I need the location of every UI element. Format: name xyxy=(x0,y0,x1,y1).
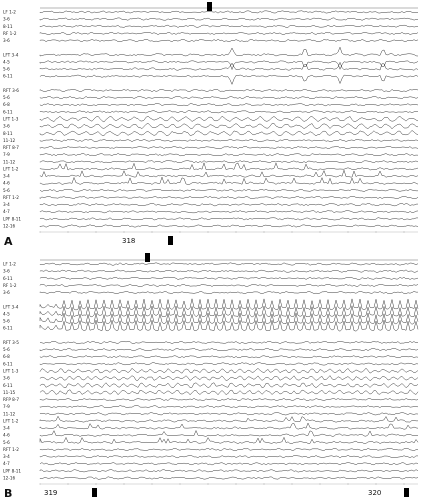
channel-label: 5-6 xyxy=(3,66,10,72)
channel-label: 6-8 xyxy=(3,102,10,108)
footer-label-a: 318 xyxy=(122,237,136,245)
channel-label: 3-4 xyxy=(3,425,10,431)
channel-label: LFT 1-2 xyxy=(3,166,19,172)
channel-label: 7-9 xyxy=(3,152,10,158)
eeg-trace xyxy=(40,32,418,34)
eeg-trace xyxy=(40,291,418,293)
channel-label: 11-12 xyxy=(3,411,16,417)
eeg-trace xyxy=(40,123,418,129)
eeg-trace xyxy=(40,225,418,227)
eeg-trace xyxy=(40,348,418,350)
eeg-trace xyxy=(40,116,418,122)
eeg-trace-area-b xyxy=(0,252,424,500)
eeg-trace xyxy=(40,61,418,70)
eeg-trace xyxy=(40,218,418,220)
eeg-trace xyxy=(40,437,418,443)
footer-label-b-left: 319 xyxy=(44,489,58,497)
channel-label: 8-11 xyxy=(3,23,13,29)
eeg-trace xyxy=(40,376,418,381)
eeg-trace xyxy=(40,153,418,156)
channel-label: 6-11 xyxy=(3,382,13,388)
eeg-trace xyxy=(40,75,418,84)
channel-label: 7-9 xyxy=(3,404,10,410)
event-marker-bottom-right-b xyxy=(404,488,409,497)
eeg-trace xyxy=(40,431,418,437)
channel-label: 6-11 xyxy=(3,73,13,79)
eeg-trace xyxy=(40,470,418,472)
channel-label: 4-5 xyxy=(3,311,10,317)
eeg-trace xyxy=(40,356,418,358)
channel-label: 3-6 xyxy=(3,16,10,22)
eeg-trace xyxy=(40,47,418,56)
channel-label: 12-16 xyxy=(3,475,16,481)
eeg-trace xyxy=(40,111,418,113)
eeg-trace xyxy=(40,341,418,343)
channel-label: 8-11 xyxy=(3,130,13,136)
eeg-trace xyxy=(40,163,418,170)
event-marker-bottom-a xyxy=(168,236,173,245)
channel-label: 6-11 xyxy=(3,361,13,367)
eeg-trace xyxy=(40,405,418,408)
channel-label: 3-4 xyxy=(3,202,10,208)
event-marker-top-b xyxy=(145,253,150,262)
panel-letter-a: A xyxy=(4,235,13,248)
channel-label: 5-6 xyxy=(3,95,10,101)
channel-label: 11-12 xyxy=(3,137,16,143)
channel-label: LFT 1-3 xyxy=(3,116,19,122)
eeg-trace xyxy=(40,398,418,400)
eeg-trace xyxy=(40,423,418,429)
event-marker-top-a xyxy=(207,2,212,11)
eeg-trace xyxy=(40,277,418,279)
eeg-trace xyxy=(40,383,418,388)
panel-letter-b: B xyxy=(4,487,13,500)
channel-label: 11-15 xyxy=(3,389,16,395)
eeg-trace xyxy=(40,130,418,135)
eeg-trace-area-a xyxy=(0,0,424,248)
channel-label: 12-16 xyxy=(3,223,16,229)
channel-label: LFT 1-2 xyxy=(3,418,19,424)
eeg-trace xyxy=(40,413,418,415)
eeg-trace xyxy=(40,448,418,450)
eeg-trace xyxy=(40,96,418,99)
channel-label: RF 1-2 xyxy=(3,282,17,288)
channel-label: 4-7 xyxy=(3,209,10,215)
eeg-trace xyxy=(40,203,418,206)
channel-label: 3-6 xyxy=(3,290,10,296)
channel-label: 3-4 xyxy=(3,173,10,179)
channel-label: LFT 3-4 xyxy=(3,52,19,58)
channel-label: 4-5 xyxy=(3,59,10,65)
channel-label: 3-6 xyxy=(3,38,10,44)
channel-label: 3-4 xyxy=(3,454,10,460)
channel-label: RFT 8-7 xyxy=(3,145,19,151)
channel-label: RFT 1-2 xyxy=(3,194,19,200)
channel-label: RF 1-2 xyxy=(3,30,17,36)
channel-label: 3-6 xyxy=(3,123,10,129)
eeg-trace xyxy=(40,263,418,265)
eeg-trace xyxy=(40,170,418,177)
eeg-panel-a xyxy=(0,0,424,248)
eeg-trace xyxy=(40,196,418,198)
eeg-panel-b xyxy=(0,252,424,500)
channel-label: RFT 1-2 xyxy=(3,446,19,452)
channel-label: 3-6 xyxy=(3,268,10,274)
eeg-trace xyxy=(40,89,418,92)
eeg-trace xyxy=(40,455,418,458)
eeg-trace xyxy=(40,103,418,105)
channel-label: 5-6 xyxy=(3,347,10,353)
eeg-trace xyxy=(40,368,418,373)
eeg-trace xyxy=(40,363,418,366)
eeg-trace xyxy=(40,306,418,317)
eeg-trace xyxy=(40,320,418,331)
event-marker-bottom-left-b xyxy=(92,488,97,497)
channel-label: 4-6 xyxy=(3,180,10,186)
channel-label: LF 1-2 xyxy=(3,9,16,15)
eeg-trace xyxy=(40,25,418,27)
channel-label: 6-11 xyxy=(3,109,13,115)
channel-label: 5-6 xyxy=(3,439,10,445)
channel-label: RFP 8-7 xyxy=(3,397,20,403)
eeg-trace xyxy=(40,146,418,149)
eeg-trace xyxy=(40,161,418,163)
eeg-trace xyxy=(40,463,418,465)
channel-label: LFT 1-3 xyxy=(3,368,19,374)
footer-label-b-right: 320 xyxy=(368,489,382,497)
channel-label: 6-11 xyxy=(3,325,13,331)
channel-label: LFT 3-4 xyxy=(3,304,19,310)
eeg-trace xyxy=(40,62,418,70)
eeg-trace xyxy=(40,390,418,395)
eeg-trace xyxy=(40,139,418,141)
channel-label: 11-12 xyxy=(3,159,16,165)
eeg-trace xyxy=(40,11,418,13)
eeg-trace xyxy=(40,189,418,192)
eeg-trace xyxy=(40,39,418,42)
channel-label: 5-6 xyxy=(3,318,10,324)
channel-label: 6-8 xyxy=(3,354,10,360)
channel-label: 5-6 xyxy=(3,187,10,193)
eeg-trace xyxy=(40,416,418,422)
eeg-trace xyxy=(40,299,418,310)
eeg-trace xyxy=(40,477,418,480)
eeg-trace xyxy=(40,211,418,213)
eeg-trace xyxy=(40,18,418,20)
eeg-trace xyxy=(40,177,418,184)
channel-label: RFT 3-5 xyxy=(3,339,19,345)
channel-label: LPF 8-11 xyxy=(3,468,22,474)
channel-label: RFT 3-6 xyxy=(3,87,19,93)
channel-label: 4-6 xyxy=(3,432,10,438)
channel-label: LPF 8-11 xyxy=(3,216,22,222)
channel-label: 3-6 xyxy=(3,375,10,381)
eeg-trace xyxy=(40,270,418,273)
eeg-trace xyxy=(40,284,418,287)
channel-label: LF 1-2 xyxy=(3,261,16,267)
channel-label: 4-7 xyxy=(3,461,10,467)
channel-label: 6-11 xyxy=(3,275,13,281)
